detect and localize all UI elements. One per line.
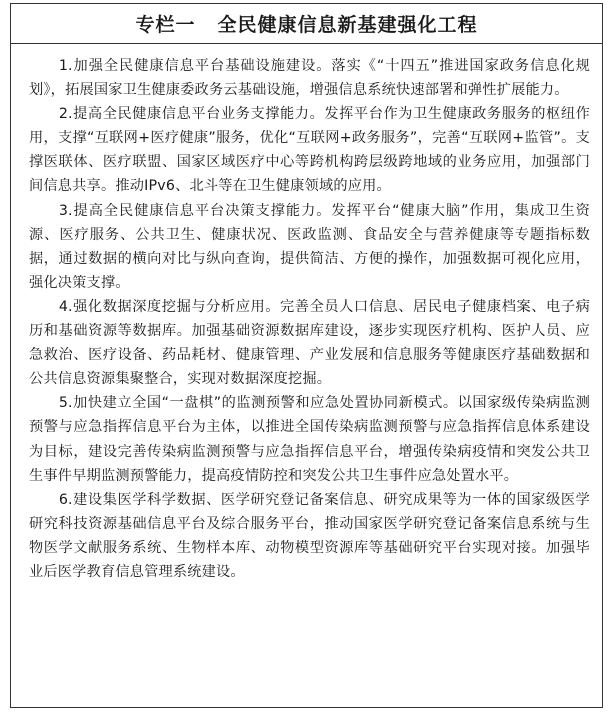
- column-body: [11, 44, 602, 584]
- item-paragraph: 6.建设集医学科学数据、医学研究登记备案信息、研究成果等为一体的国家级医学研究科技资源基础信息平台及综合服务平台，推动国家医学研究登记备案信息系统与生物医学文献服务系统、生物样本库、动物模型资源库等基础研究平台实现对接。加强毕业后医学教育信息管理系统建设。: [29, 491, 590, 580]
- column-title: 全民健康信息新基建强化工程: [217, 14, 478, 36]
- item-paragraph: 5.加快建立全国“一盘棋”的监测预警和应急处置协同新模式。以国家级传染病监测预警与应急指挥信息平台为主体，以推进全国传染病监测预警与应急指挥信息体系建设为目标，建设完善传染病监测预警与应急指挥信息平台，增强传染病疫情和突发公共卫生事件早期监测预警能力，提高疫情防控和突发公共卫生事件应急处置水平。: [29, 395, 590, 484]
- item-paragraph: 2.提高全民健康信息平台业务支撑能力。发挥平台作为卫生健康政务服务的枢纽作用，支撑“互联网+医疗健康”服务，优化“互联网+政务服务”，完善“互联网+监管”。支撑医联体、医疗联盟、国家区域医疗中心等跨机构跨层级跨地域的业务应用，加强部门间信息共享。推动IPv6、北斗等在卫生健康领域的应用。: [29, 106, 590, 195]
- column-box: [10, 3, 603, 708]
- item-paragraph: 4.强化数据深度挖掘与分析应用。完善全员人口信息、居民电子健康档案、电子病历和基础资源等数据库。加强基础资源数据库建设，逐步实现医疗机构、医护人员、应急救治、医疗设备、药品耗材、健康管理、产业发展和信息服务等健康医疗基础数据和公共信息资源集聚整合，实现对数据深度挖掘。: [29, 298, 590, 388]
- item-paragraph: 1.加强全民健康信息平台基础设施建设。落实《“十四五”推进国家政务信息化规划》，拓展国家卫生健康委政务云基础设施，增强信息系统快速部署和弹性扩展能力。: [29, 58, 590, 99]
- column-header: [11, 4, 602, 44]
- item-paragraph: 3.提高全民健康信息平台决策支撑能力。发挥平台“健康大脑”作用，集成卫生资源、医疗服务、公共卫生、健康状况、医政监测、食品安全与营养健康等专题指标数据，通过数据的横向对比与纵向查询，提供简洁、方便的操作，加强数据可视化应用，强化决策支撑。: [29, 202, 590, 291]
- column-label: 专栏一: [135, 14, 196, 36]
